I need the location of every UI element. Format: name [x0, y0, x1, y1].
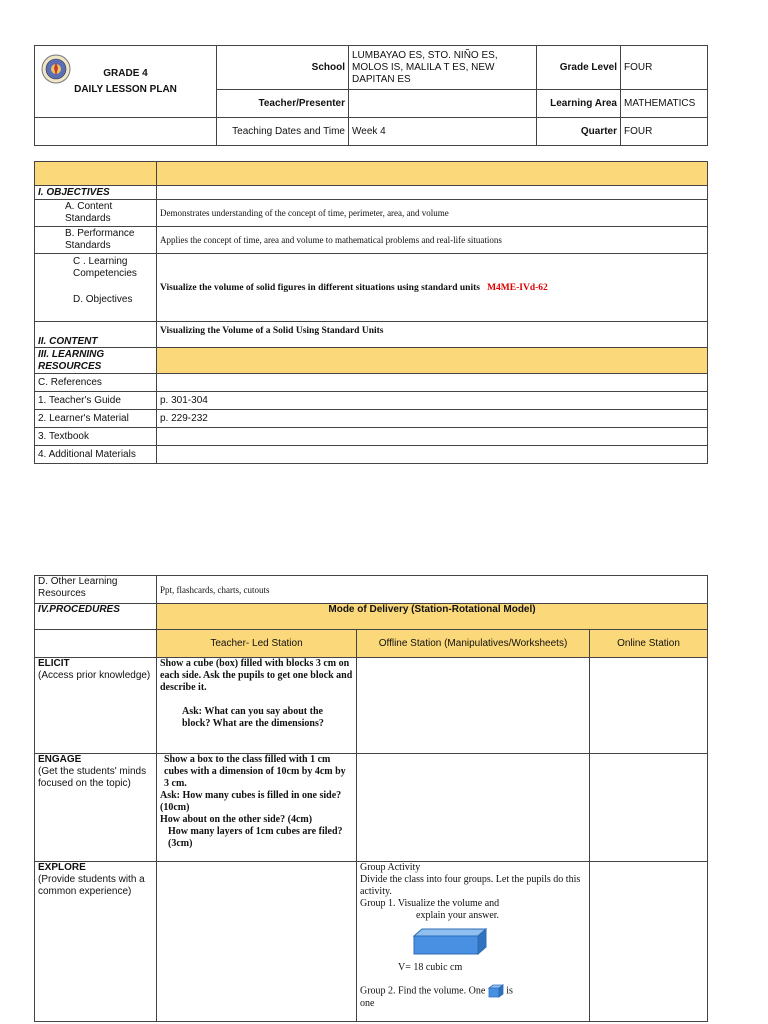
dates-value: Week 4	[349, 118, 537, 146]
explore-title: EXPLORE	[38, 862, 86, 873]
explore-desc: (Provide students with a common experience)	[38, 874, 145, 897]
col-offline: Offline Station (Manipulatives/Worksheets)	[357, 630, 590, 658]
grade-level-label: Grade Level	[537, 46, 621, 90]
explore-group2c: one	[360, 998, 375, 1009]
learning-area-label: Learning Area	[537, 90, 621, 118]
learners-material-label: 2. Learner's Material	[35, 410, 157, 428]
engage-line4: How many layers of 1cm cubes are filed?	[168, 826, 343, 837]
performance-standards-label: B. Performance Standards	[35, 227, 157, 254]
teachers-guide-label: 1. Teacher's Guide	[35, 392, 157, 410]
engage-cell	[35, 754, 157, 862]
learning-resources-label: III. LEARNING RESOURCES	[35, 348, 157, 374]
title-cell	[35, 46, 217, 118]
deped-seal-icon	[41, 54, 71, 84]
school-label: School	[217, 46, 349, 90]
competencies-label: C . Learning Competencies	[73, 256, 137, 279]
competency-text: Visualize the volume of solid figures in different situations using standard units	[160, 282, 480, 293]
objectives-d-label: D. Objectives	[73, 294, 133, 305]
teacher-label: Teacher/Presenter	[217, 90, 349, 118]
performance-standards-value: Applies the concept of time, area and volume to mathematical problems and real-life situations	[157, 227, 708, 254]
competency-cell	[157, 254, 708, 322]
elicit-ask: Ask: What can you say about the block? What are the dimensions?	[182, 706, 324, 729]
learning-area-value: MATHEMATICS	[621, 90, 708, 118]
grade-title: GRADE 4	[103, 67, 148, 79]
quarter-value: FOUR	[621, 118, 708, 146]
engage-line3: How about on the other side?	[160, 814, 286, 825]
engage-teacher	[157, 754, 357, 862]
references-label: C. References	[35, 374, 157, 392]
engage-line2: Ask: How many cubes is filled in one side?	[160, 790, 342, 801]
objectives-table	[34, 161, 708, 464]
engage-ans2: (10cm)	[160, 802, 190, 813]
elicit-text: Show a cube (box) filled with blocks 3 cm on each side. Ask the pupils to get one block and describe it.	[160, 658, 353, 693]
mode-of-delivery: Mode of Delivery (Station-Rotational Model)	[157, 604, 708, 630]
content-standards-label: A. Content Standards	[35, 200, 157, 227]
engage-ans3: (4cm)	[287, 814, 313, 825]
header-table	[34, 45, 708, 146]
elicit-teacher	[157, 658, 357, 754]
quarter-label: Quarter	[537, 118, 621, 146]
yellow-header-left	[35, 162, 157, 186]
competency-code: M4ME-IVd-62	[487, 282, 548, 293]
school-value: LUMBAYAO ES, STO. NIÑO ES, MOLOS IS, MALILA T ES, NEW DAPITAN ES	[349, 46, 537, 90]
rectangular-prism-icon	[412, 926, 488, 956]
explore-group2: Group 2. Find the volume. One	[360, 985, 486, 997]
explore-cell	[35, 862, 157, 1022]
teachers-guide-value: p. 301-304	[157, 392, 708, 410]
explore-group-activity: Group Activity	[360, 862, 421, 873]
grade-level-value: FOUR	[621, 46, 708, 90]
content-standards-value: Demonstrates understanding of the concept of time, perimeter, area, and volume	[157, 200, 708, 227]
procedures-label: IV.PROCEDURES	[35, 604, 157, 630]
elicit-cell	[35, 658, 157, 754]
objectives-label: I. OBJECTIVES	[35, 186, 157, 200]
explore-group2b: is	[506, 985, 513, 997]
engage-title: ENGAGE	[38, 754, 82, 765]
explore-instruction: Divide the class into four groups. Let the pupils do this activity.	[360, 874, 581, 897]
engage-ans4: (3cm)	[168, 838, 193, 849]
other-resources-value: Ppt, flashcards, charts, cutouts	[157, 576, 708, 604]
explore-offline	[357, 862, 590, 1022]
explore-group1: Group 1. Visualize the volume and	[360, 898, 500, 909]
blank-cell	[35, 118, 217, 146]
procedures-table	[34, 575, 708, 1022]
content-value: Visualizing the Volume of a Solid Using Standard Units	[157, 322, 708, 348]
elicit-title: ELICIT	[38, 658, 70, 669]
learners-material-value: p. 229-232	[157, 410, 708, 428]
textbook-label: 3. Textbook	[35, 428, 157, 446]
explore-group1b: explain your answer.	[416, 910, 500, 921]
competencies-objectives-label	[35, 254, 157, 322]
col-online: Online Station	[590, 630, 708, 658]
other-resources-label: D. Other Learning Resources	[35, 576, 157, 604]
additional-materials-label: 4. Additional Materials	[35, 446, 157, 464]
references-value	[157, 374, 708, 392]
teacher-value	[349, 90, 537, 118]
elicit-desc: (Access prior knowledge)	[38, 670, 151, 681]
additional-materials-value	[157, 446, 708, 464]
unit-cube-icon	[488, 984, 504, 998]
textbook-value	[157, 428, 708, 446]
col-teacher-led: Teacher- Led Station	[157, 630, 357, 658]
engage-line1: Show a box to the class filled with 1 cm cubes with a dimension of 10cm by 4cm by 3 cm.	[164, 754, 346, 789]
content-label: II. CONTENT	[35, 322, 157, 348]
dates-label: Teaching Dates and Time	[217, 118, 349, 146]
yellow-header-right	[157, 162, 708, 186]
explore-volume: V= 18 cubic cm	[398, 962, 463, 973]
plan-title: DAILY LESSON PLAN	[74, 83, 177, 95]
engage-desc: (Get the students' minds focused on the topic)	[38, 766, 147, 789]
